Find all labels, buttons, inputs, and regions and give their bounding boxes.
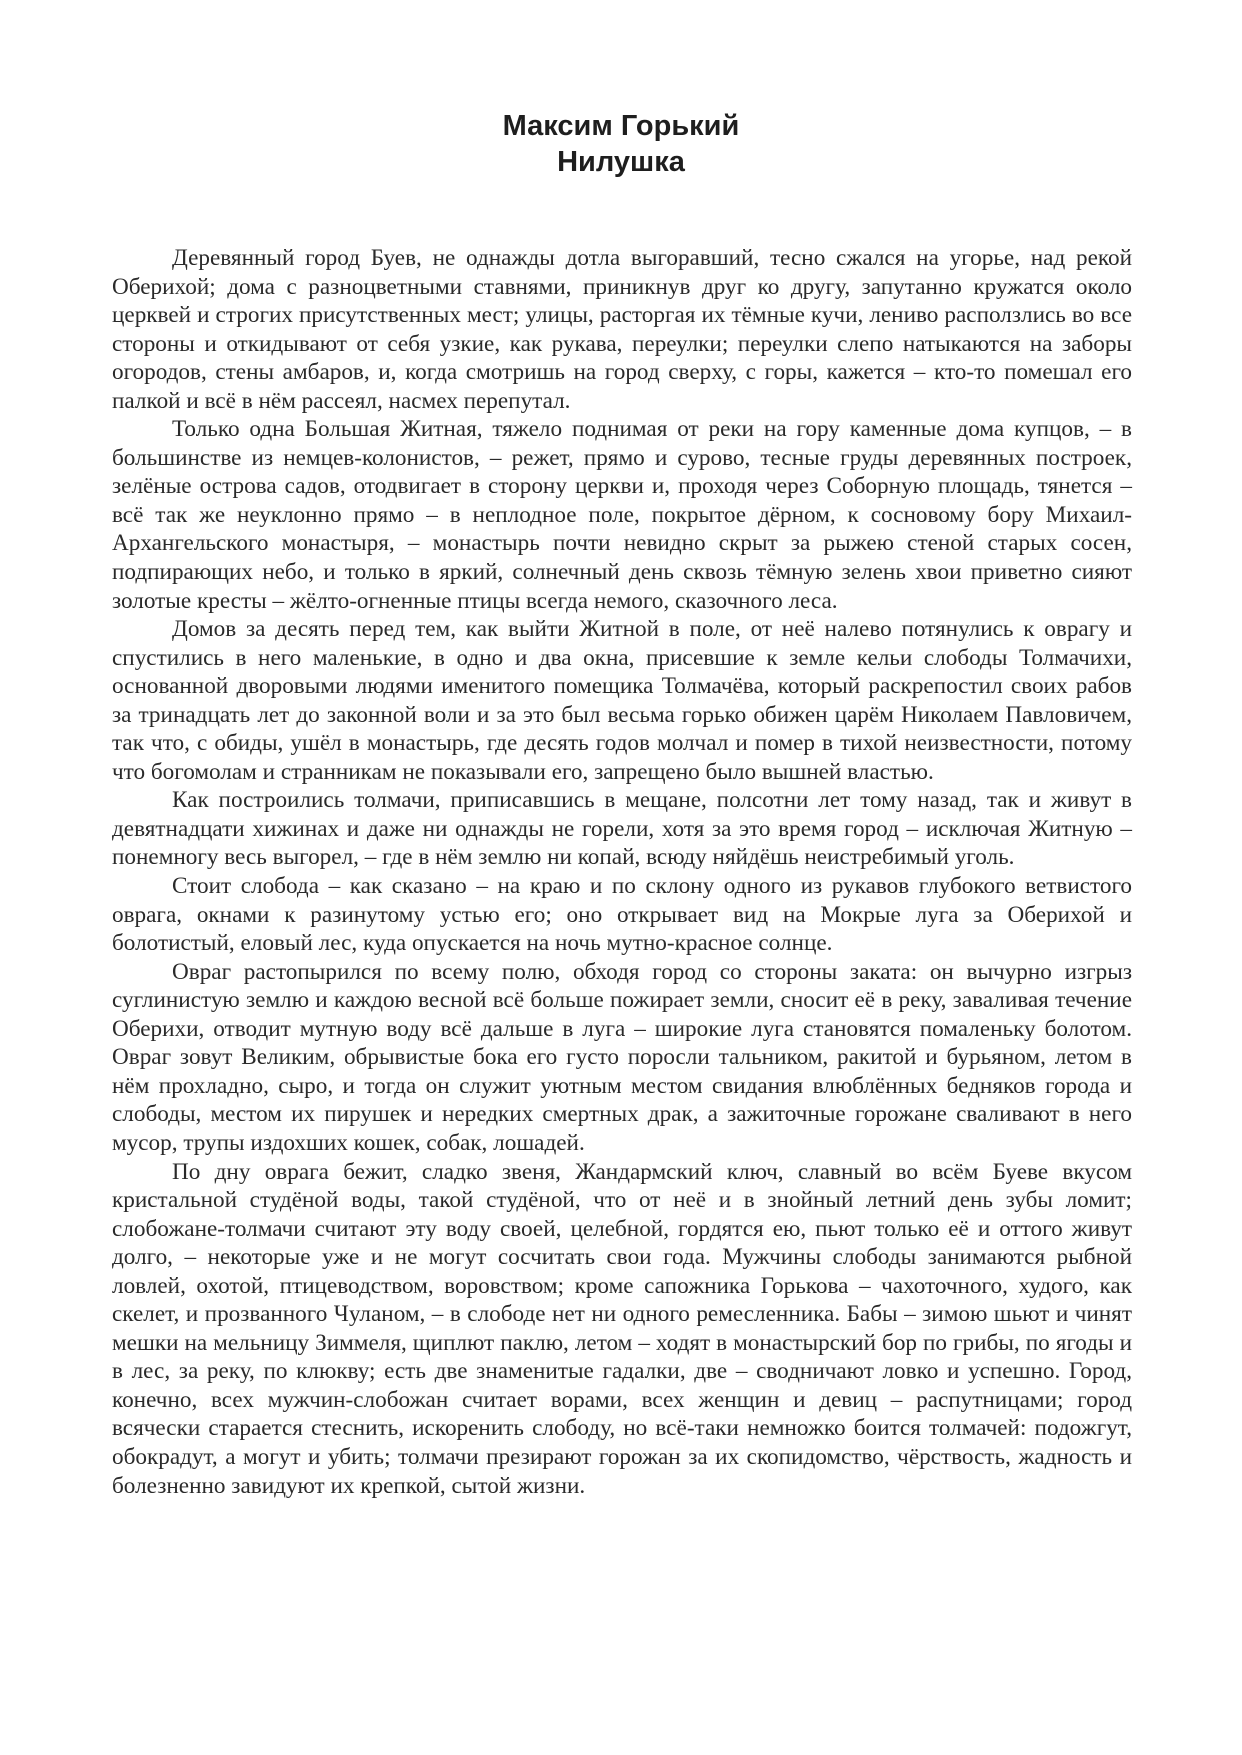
paragraph-6: Овраг растопырился по всему полю, обходя город со стороны заката: он вычурно изгрыз суглинистую землю и каждою весной всё больше пожирает земли, сносит её в реку, заваливая течение Оберихи, отводит мутную воду всё дальше в луга – широкие луга становятся помаленьку болотом. Овраг зовут Великим, обрывистые бока его густо поросли тальником, ракитой и бурьяном, летом в нём прохладно, сыро, и тогда он служит уютным местом свидания влюблённых бедняков города и слободы, местом их пирушек и нередких смертных драк, а зажиточные горожане сваливают в него мусор, трупы издохших кошек, собак, лошадей.	[112, 958, 1132, 1156]
paragraph-5: Стоит слобода – как сказано – на краю и по склону одного из рукавов глубокого ветвистого оврага, окнами к разинутому устью его; оно открывает вид на Мокрые луга за Оберихой и болотистый, еловый лес, куда опускается на ночь мутно-красное солнце.	[112, 873, 1132, 957]
paragraph-2: Только одна Большая Житная, тяжело поднимая от реки на гору каменные дома купцов, – в большинстве из немцев-колонистов, – режет, прямо и сурово, тесные груды деревянных построек, зелёные острова садов, отодвигает в сторону церкви и, проходя через Соборную площадь, тянется – всё так же неуклонно прямо – в неплодное поле, покрытое дёрном, к сосновому бору Михаил-Архангельского монастыря, – монастырь почти невидно скрыт за рыжею стеной старых сосен, подпирающих небо, и только в яркий, солнечный день сквозь тёмную зелень хвои приветно сияют золотые кресты – жёлто-огненные птицы всегда немого, сказочного леса.	[112, 416, 1132, 614]
paragraph-1: Деревянный город Буев, не однажды дотла выгоравший, тесно сжался на угорье, над рекой Оберихой; дома с разноцветными ставнями, приникнув друг ко другу, запутанно кружатся около церквей и строгих присутственных мест; улицы, расторгая их тёмные кучи, лениво расползлись во все стороны и откидывают от себя узкие, как рукава, переулки; переулки слепо натыкаются на заборы огородов, стены амбаров, и, когда смотришь на город сверху, с горы, кажется – кто-то помешал его палкой и всё в нём рассеял, насмех перепутал.	[112, 245, 1132, 414]
paragraph-3: Домов за десять перед тем, как выйти Житной в поле, от неё налево потянулись к оврагу и спустились в него маленькие, в одно и два окна, присевшие к земле кельи слободы Толмачихи, основанной дворовыми людями именитого помещика Толмачёва, который раскрепостил своих рабов за тринадцать лет до законной воли и за это был весьма горько обижен царём Николаем Павловичем, так что, с обиды, ушёл в монастырь, где десять годов молчал и помер в тихой неизвестности, потому что богомолам и странникам не показывали его, запрещено было вышней властью.	[112, 616, 1132, 785]
paragraph-7: По дну оврага бежит, сладко звеня, Жандармский ключ, славный во всём Буеве вкусом кристальной студёной воды, такой студёной, что от неё и в знойный летний день зубы ломит; слобожане-толмачи считают эту воду своей, целебной, гордятся ею, пьют только её и оттого живут долго, – некоторые уже и не могут сосчитать свои года. Мужчины слободы занимаются рыбной ловлей, охотой, птицеводством, воровством; кроме сапожника Горькова – чахоточного, худого, как скелет, и прозванного Чуланом, – в слободе нет ни одного ремесленника. Бабы – зимою шьют и чинят мешки на мельницу Зиммеля, щиплют паклю, летом – ходят в монастырский бор по грибы, по ягоды и в лес, за реку, по клюкву; есть две знаменитые гадалки, две – сводничают ловко и успешно. Город, конечно, всех мужчин-слобожан считает ворами, всех женщин и девиц – распутницами; город всячески старается стеснить, искоренить слободу, но всё-таки немножко боится толмачей: подожгут, обокрадут, а могут и убить; толмачи презирают горожан за их скопидомство, чёрствость, жадность и болезненно завидуют их крепкой, сытой жизни.	[112, 1158, 1132, 1499]
paragraph-4: Как построились толмачи, приписавшись в мещане, полсотни лет тому назад, так и живут в девятнадцати хижинах и даже ни однажды не горели, хотя за это время город – исключая Житную – понемногу весь выгорел, – где в нём землю ни копай, всюду няйдёшь неистребимый уголь.	[112, 787, 1132, 871]
body-text	[112, 244, 1132, 1500]
story-title: Нилушка	[557, 146, 685, 178]
title-block	[0, 108, 1242, 180]
author-name: Максим Горький	[502, 110, 740, 142]
